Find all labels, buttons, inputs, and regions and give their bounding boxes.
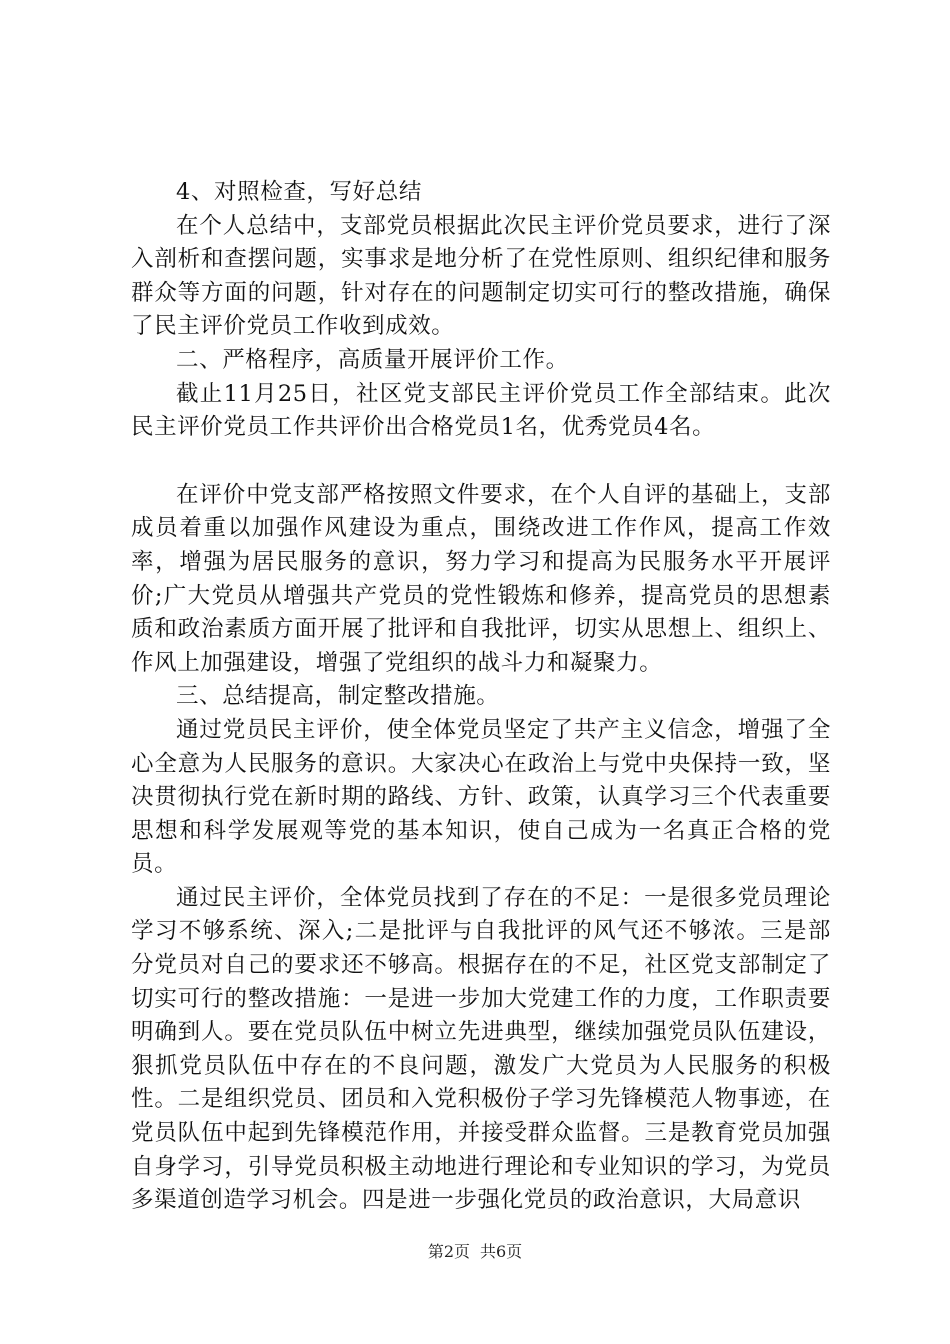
- page-number: 第2页: [427, 1242, 470, 1261]
- page-footer: [0, 1242, 950, 1262]
- body-paragraph: 通过民主评价，全体党员找到了存在的不足：一是很多党员理论学习不够系统、深入;二是批评与自我批评的风气还不够浓。三是部分党员对自己的要求还不够高。根据存在的不足，社区党支部制定了切实可行的整改措施：一是进一步加大党建工作的力度，工作职责要明确到人。要在党员队伍中树立先进典型，继续加强党员队伍建设，狠抓党员队伍中存在的不良问题，激发广大党员为人民服务的积极性。二是组织党员、团员和入党积极份子学习先锋模范人物事迹，在党员队伍中起到先锋模范作用，并接受群众监督。三是教育党员加强自身学习，引导党员积极主动地进行理论和专业知识的学习，为党员多渠道创造学习机会。四是进一步强化党员的政治意识，大局意识: [131, 884, 831, 1214]
- section-step-heading: 4、对照检查，写好总结: [176, 179, 422, 205]
- paragraph-gap: [131, 445, 831, 479]
- body-paragraph: 在评价中党支部严格按照文件要求，在个人自评的基础上，支部成员着重以加强作风建设为重点，围绕改进工作作风，提高工作效率，增强为居民服务的意识，努力学习和提高为民服务水平开展评价;广大党员从增强共产党员的党性锻炼和修养，提高党员的思想素质和政治素质方面开展了批评和自我批评，切实从思想上、组织上、作风上加强建设，增强了党组织的战斗力和凝聚力。: [131, 481, 831, 676]
- body-paragraph: 截止11月25日，社区党支部民主评价党员工作全部结束。此次民主评价党员工作共评价出合格党员1名，优秀党员4名。: [131, 380, 831, 441]
- page-total: 共6页: [480, 1242, 523, 1261]
- body-paragraph: 通过党员民主评价，使全体党员坚定了共产主义信念，增强了全心全意为人民服务的意识。大家决心在政治上与党中央保持一致，坚决贯彻执行党在新时期的路线、方针、政策，认真学习三个代表重要思想和科学发展观等党的基本知识，使自己成为一名真正合格的党员。: [131, 716, 831, 878]
- section-heading: 三、总结提高，制定整改措施。: [176, 683, 500, 710]
- section-heading: 二、严格程序，高质量开展评价工作。: [176, 346, 569, 373]
- document-body: [131, 176, 831, 1218]
- body-paragraph: 在个人总结中，支部党员根据此次民主评价党员要求，进行了深入剖析和查摆问题，实事求是地分析了在党性原则、组织纪律和服务群众等方面的问题，针对存在的问题制定切实可行的整改措施，确保了民主评价党员工作收到成效。: [131, 212, 831, 340]
